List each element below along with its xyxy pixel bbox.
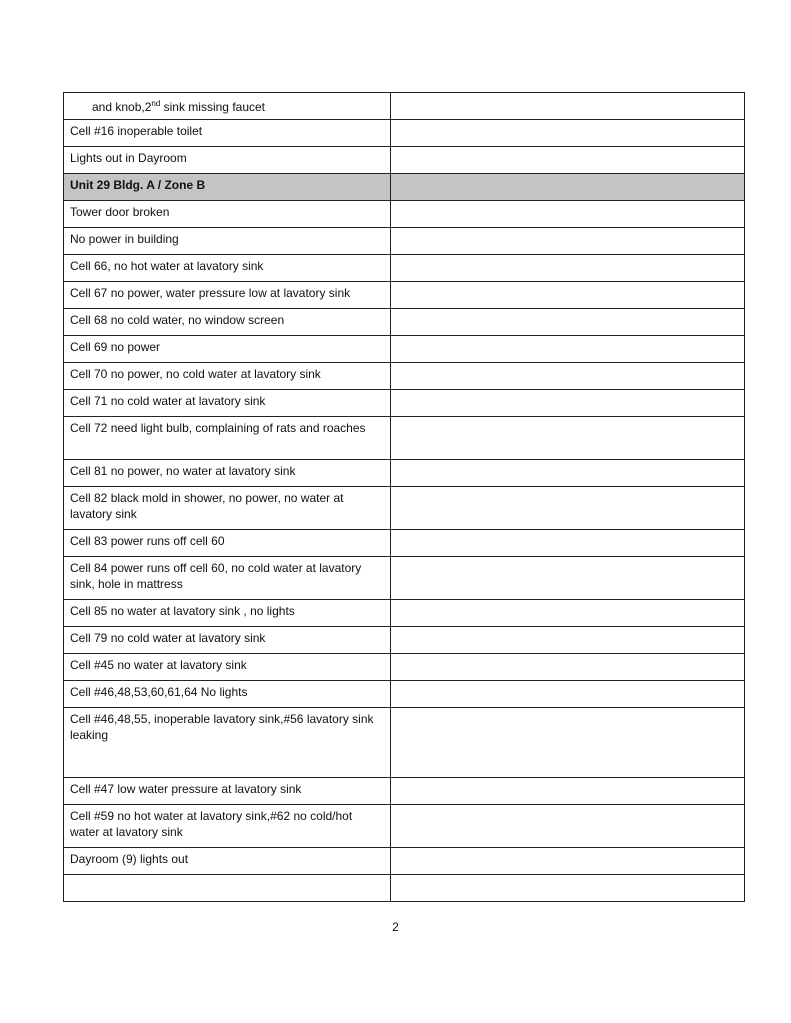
issue-text: Cell 68 no cold water, no window screen: [70, 313, 285, 327]
table-row: [64, 417, 745, 460]
issue-description-cell: [64, 93, 391, 120]
table-row: [64, 309, 745, 336]
notes-cell: [391, 848, 745, 875]
issue-description-cell: [64, 848, 391, 875]
issue-description-cell: [64, 147, 391, 174]
issue-description-cell: [64, 557, 391, 600]
issue-description-cell: [64, 654, 391, 681]
issue-text: Cell #45 no water at lavatory sink: [70, 658, 247, 672]
issue-text: Cell #46,48,53,60,61,64 No lights: [70, 685, 248, 699]
issue-description-cell: [64, 282, 391, 309]
section-title: Unit 29 Bldg. A / Zone B: [70, 178, 206, 192]
issue-description-cell: [64, 487, 391, 530]
issue-text: Cell 69 no power: [70, 340, 161, 354]
notes-cell: [391, 228, 745, 255]
page-number: 2: [392, 920, 399, 934]
table-row: [64, 875, 745, 902]
issue-description-cell: [64, 336, 391, 363]
issue-text: and knob,2: [92, 100, 152, 114]
issue-description-cell: [64, 309, 391, 336]
notes-cell: [391, 627, 745, 654]
issue-text: Cell 72 need light bulb, complaining of rats and roaches: [70, 421, 366, 435]
table-row: [64, 201, 745, 228]
notes-cell: [391, 417, 745, 460]
notes-cell: [391, 255, 745, 282]
issue-description-cell: [64, 708, 391, 778]
issue-description-cell: [64, 228, 391, 255]
table-row: [64, 282, 745, 309]
notes-cell: [391, 93, 745, 120]
notes-cell: [391, 708, 745, 778]
notes-cell: [391, 778, 745, 805]
issue-description-cell: [64, 805, 391, 848]
issue-text: No power in building: [70, 232, 179, 246]
table-row: [64, 363, 745, 390]
issue-text: Cell #47 low water pressure at lavatory sink: [70, 782, 302, 796]
issues-table: [63, 92, 745, 902]
notes-cell: [391, 174, 745, 201]
table-row: [64, 848, 745, 875]
table-row: [64, 336, 745, 363]
issue-description-cell: [64, 174, 391, 201]
table-row: [64, 627, 745, 654]
issue-description-cell: [64, 530, 391, 557]
issue-description-cell: [64, 681, 391, 708]
issue-text: Cell #16 inoperable toilet: [70, 124, 203, 138]
issue-text: Cell 79 no cold water at lavatory sink: [70, 631, 266, 645]
notes-cell: [391, 201, 745, 228]
table-row: [64, 778, 745, 805]
issues-table-body: [64, 93, 745, 902]
notes-cell: [391, 557, 745, 600]
issue-text: Cell 84 power runs off cell 60, no cold water at lavatory sink, hole in mattress: [70, 561, 362, 591]
table-row: [64, 600, 745, 627]
notes-cell: [391, 147, 745, 174]
table-row: [64, 654, 745, 681]
notes-cell: [391, 875, 745, 902]
notes-cell: [391, 390, 745, 417]
issue-description-cell: [64, 627, 391, 654]
notes-cell: [391, 681, 745, 708]
table-row: [64, 147, 745, 174]
issue-description-cell: [64, 255, 391, 282]
issue-text: Cell 66, no hot water at lavatory sink: [70, 259, 264, 273]
table-row: [64, 681, 745, 708]
notes-cell: [391, 600, 745, 627]
table-row: [64, 530, 745, 557]
table-row: [64, 255, 745, 282]
issue-text: Cell 82 black mold in shower, no power, no water at lavatory sink: [70, 491, 344, 521]
table-row: [64, 228, 745, 255]
issue-description-cell: [64, 778, 391, 805]
issue-description-cell: [64, 201, 391, 228]
issue-text: Cell 81 no power, no water at lavatory sink: [70, 464, 296, 478]
issue-description-cell: [64, 417, 391, 460]
notes-cell: [391, 282, 745, 309]
issue-description-cell: [64, 120, 391, 147]
notes-cell: [391, 336, 745, 363]
table-row: [64, 120, 745, 147]
table-row: [64, 805, 745, 848]
issue-description-cell: [64, 460, 391, 487]
table-row: [64, 93, 745, 120]
section-header-row: [64, 174, 745, 201]
issue-description-cell: [64, 363, 391, 390]
notes-cell: [391, 805, 745, 848]
notes-cell: [391, 363, 745, 390]
issue-text-continued: sink missing faucet: [160, 100, 266, 114]
issue-text: Cell #59 no hot water at lavatory sink,#62 no cold/hot water at lavatory sink: [70, 809, 353, 839]
issue-description-cell: [64, 600, 391, 627]
notes-cell: [391, 487, 745, 530]
table-row: [64, 487, 745, 530]
notes-cell: [391, 309, 745, 336]
issue-text: Cell 83 power runs off cell 60: [70, 534, 225, 548]
issue-text: Cell #46,48,55, inoperable lavatory sink,#56 lavatory sink leaking: [70, 712, 374, 742]
table-row: [64, 460, 745, 487]
issue-text: Cell 67 no power, water pressure low at lavatory sink: [70, 286, 351, 300]
table-row: [64, 390, 745, 417]
issue-text: Cell 85 no water at lavatory sink , no lights: [70, 604, 295, 618]
issue-text: Cell 71 no cold water at lavatory sink: [70, 394, 266, 408]
notes-cell: [391, 460, 745, 487]
ordinal-suffix: nd: [151, 99, 161, 108]
table-row: [64, 557, 745, 600]
issue-text: Dayroom (9) lights out: [70, 852, 189, 866]
issue-description-cell: [64, 875, 391, 902]
notes-cell: [391, 654, 745, 681]
issue-text: Tower door broken: [70, 205, 170, 219]
issue-text: Cell 70 no power, no cold water at lavatory sink: [70, 367, 321, 381]
issue-description-cell: [64, 390, 391, 417]
table-row: [64, 708, 745, 778]
issue-text: Lights out in Dayroom: [70, 151, 187, 165]
notes-cell: [391, 530, 745, 557]
notes-cell: [391, 120, 745, 147]
